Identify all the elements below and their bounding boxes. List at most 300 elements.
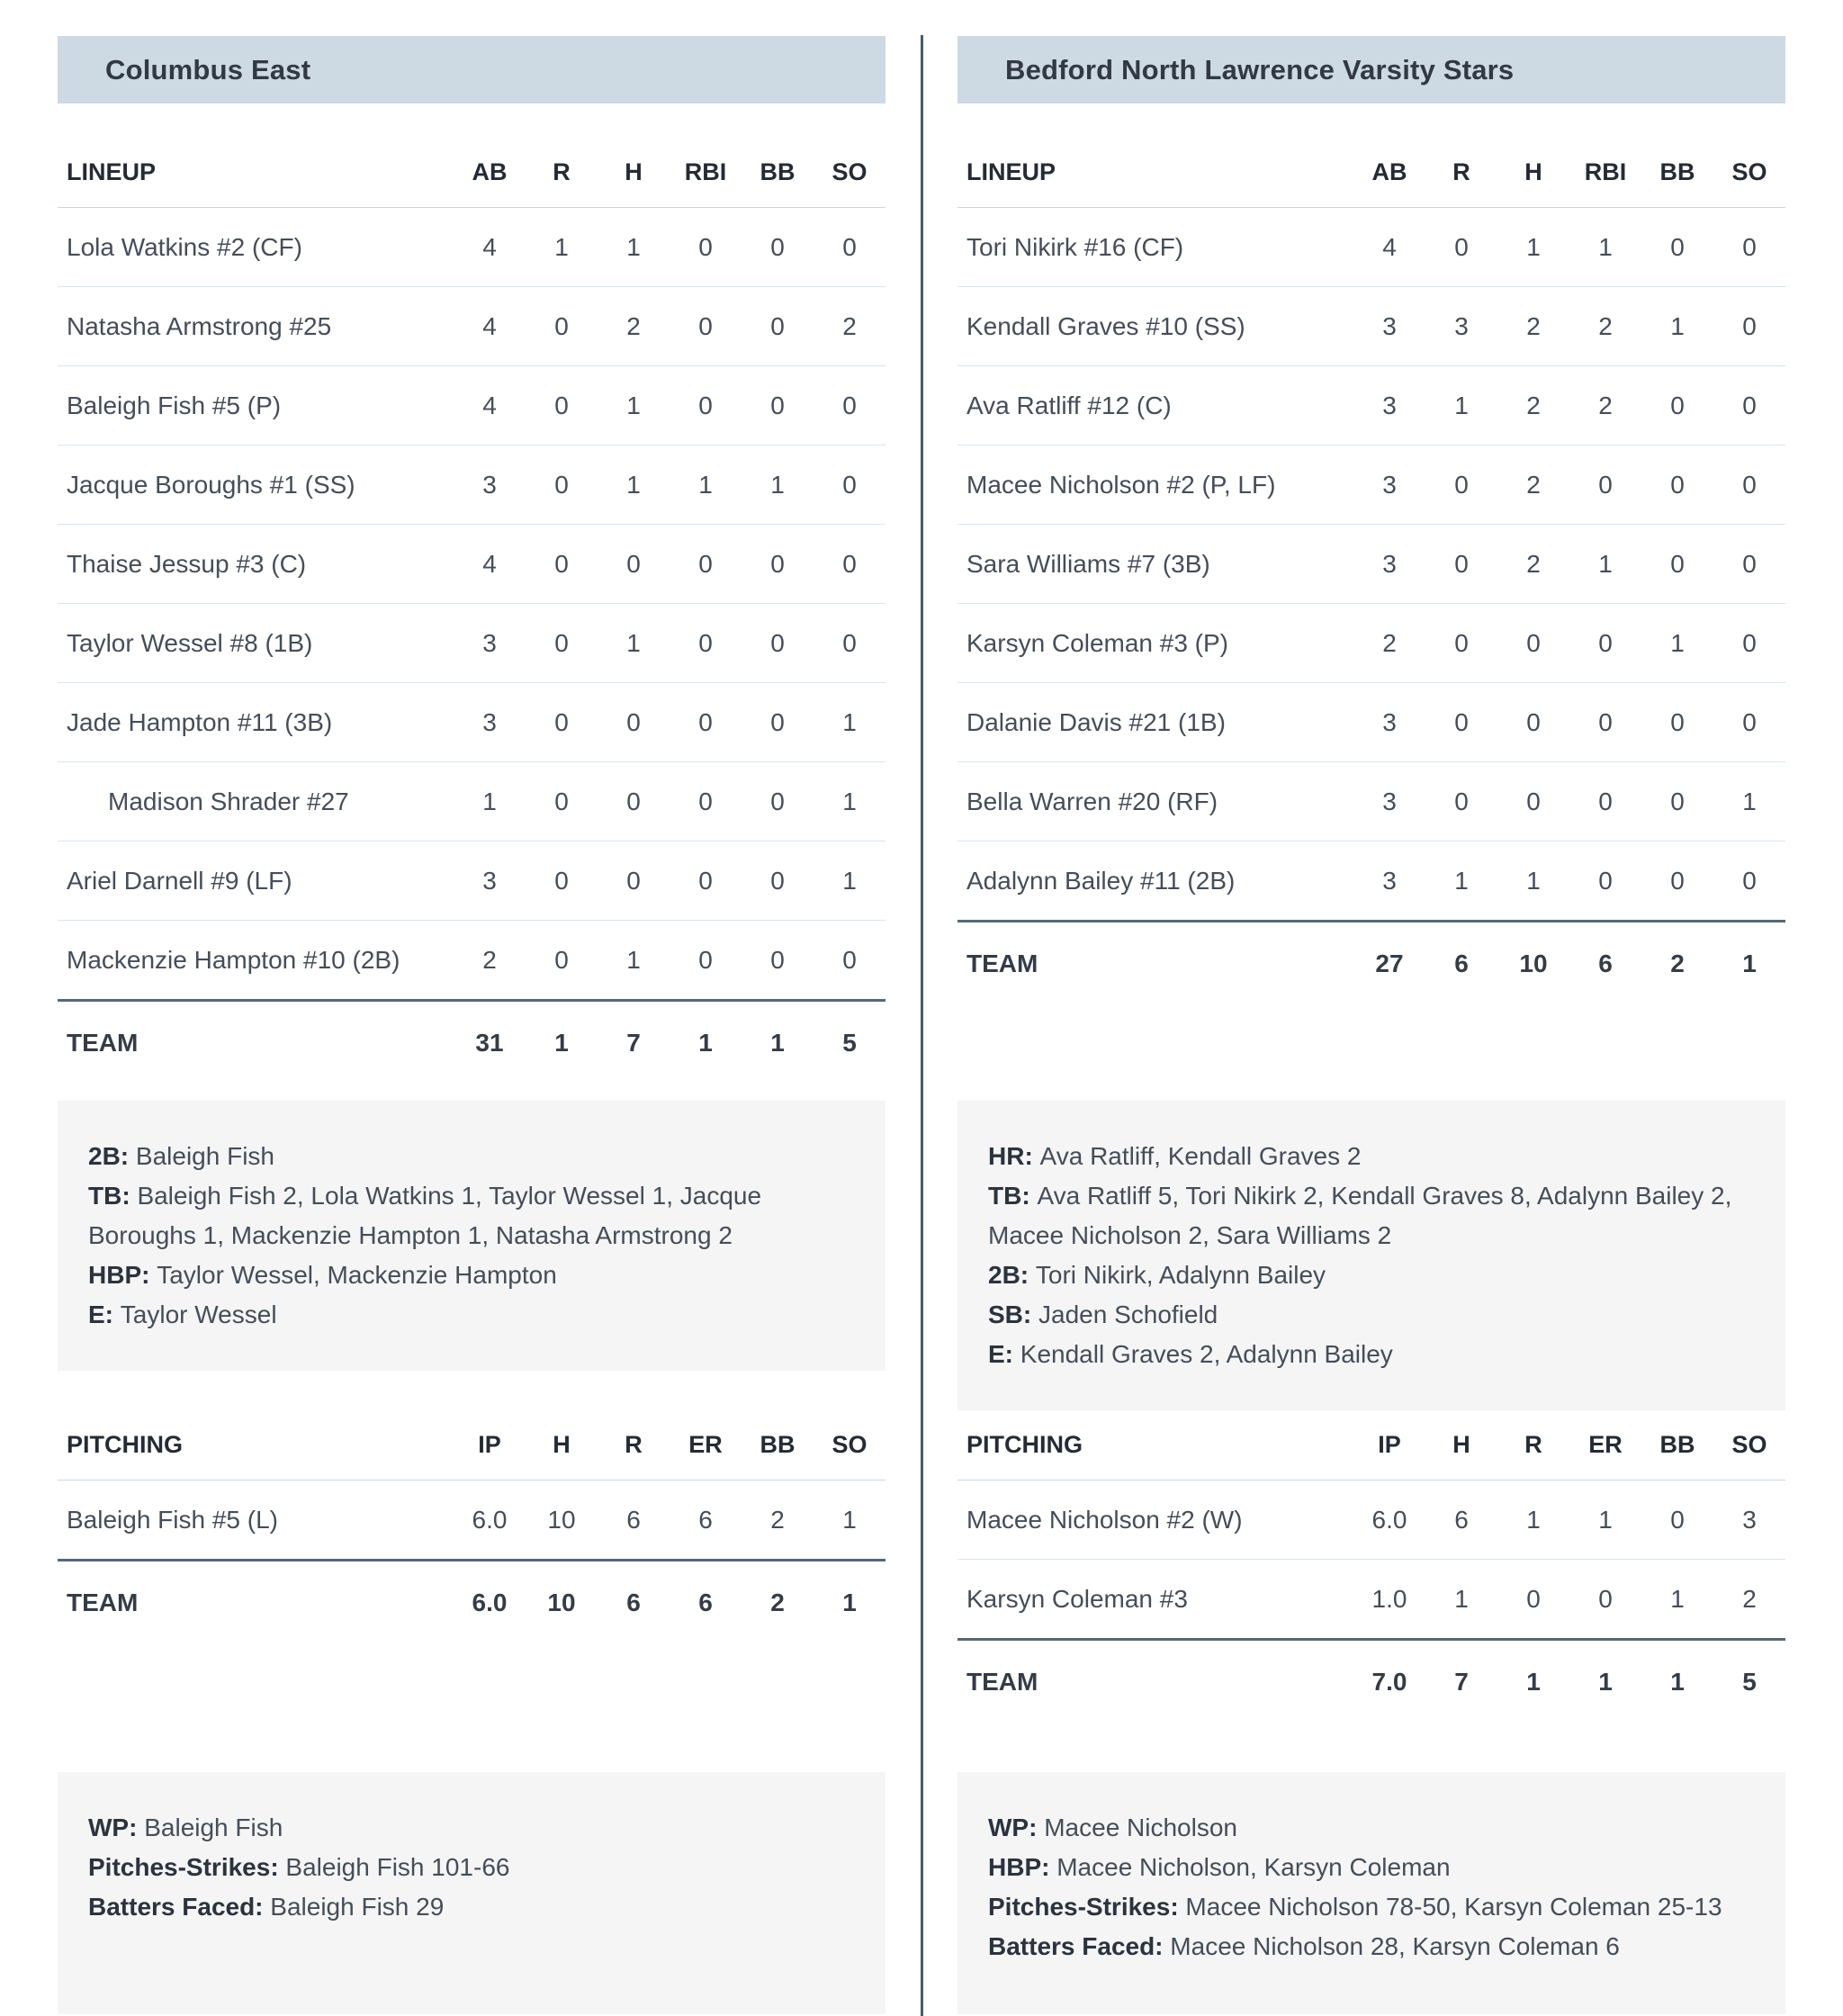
column-header: ER xyxy=(1588,1431,1623,1458)
pitching-notes-away xyxy=(58,1772,886,2014)
stat-value: 0 xyxy=(770,311,785,340)
stat-value: 0 xyxy=(698,628,713,657)
stat-value: 0 xyxy=(1670,707,1685,736)
team-header-home xyxy=(957,36,1785,104)
player-name: Baleigh Fish #5 (L) xyxy=(67,1505,279,1534)
player-row xyxy=(58,208,886,287)
team-total-row xyxy=(58,1559,886,1644)
team-stat-value: 7 xyxy=(626,1029,641,1057)
team-stat-value: 7.0 xyxy=(1371,1668,1407,1696)
player-name: Thaise Jessup #3 (C) xyxy=(67,549,307,578)
note-label: TB: xyxy=(988,1182,1038,1210)
player-row xyxy=(58,683,886,762)
note-line xyxy=(88,1256,846,1295)
stat-value: 2 xyxy=(1598,391,1613,419)
stat-value: 2 xyxy=(1526,470,1541,499)
player-row xyxy=(957,1560,1785,1639)
stat-value: 0 xyxy=(698,945,713,974)
stat-value: 0 xyxy=(698,391,713,419)
note-line xyxy=(988,1848,1746,1887)
stat-value: 0 xyxy=(1670,549,1685,578)
stat-value: 0 xyxy=(698,232,713,261)
stat-value: 3 xyxy=(1382,311,1397,340)
stat-value: 4 xyxy=(482,232,497,261)
stat-value: 0 xyxy=(770,866,785,895)
team-total-row xyxy=(58,999,886,1084)
player-name: Madison Shrader #27 xyxy=(108,787,349,815)
stat-value: 0 xyxy=(1454,707,1469,736)
note-line xyxy=(988,1256,1746,1295)
stat-value: 4 xyxy=(482,391,497,419)
stat-value: 6.0 xyxy=(1371,1505,1407,1534)
player-row xyxy=(957,683,1785,762)
stat-value: 0 xyxy=(1670,787,1685,815)
column-header: LINEUP xyxy=(966,158,1056,185)
team-title: Bedford North Lawrence Varsity Stars xyxy=(1005,53,1515,86)
player-name: Ariel Darnell #9 (LF) xyxy=(67,866,292,895)
note-text: Baleigh Fish 2, Lola Watkins 1, Taylor Wessel 1, Jacque Boroughs 1, Mackenzie Hampton 1, Natasha Armstrong 2 xyxy=(88,1182,762,1249)
stat-value: 0 xyxy=(1670,232,1685,261)
column-header: AB xyxy=(1371,158,1407,185)
stat-value: 2 xyxy=(626,311,641,340)
pitching-header-row xyxy=(58,1410,886,1480)
stat-value: 1 xyxy=(842,787,857,815)
note-label: E: xyxy=(88,1300,121,1328)
stat-value: 0 xyxy=(770,707,785,736)
column-header: PITCHING xyxy=(966,1431,1083,1458)
stat-value: 2 xyxy=(1742,1584,1757,1613)
note-text: Baleigh Fish 101-66 xyxy=(285,1853,510,1881)
stat-value: 3 xyxy=(1382,391,1397,419)
stat-value: 1 xyxy=(1670,311,1685,340)
stat-value: 2 xyxy=(1526,391,1541,419)
column-header: PITCHING xyxy=(67,1431,184,1458)
stat-value: 10 xyxy=(547,1505,576,1534)
player-row xyxy=(58,446,886,525)
pitching-header-row xyxy=(957,1410,1785,1480)
column-header: R xyxy=(553,158,571,185)
player-row xyxy=(957,604,1785,683)
column-header: SO xyxy=(1731,158,1767,185)
note-text: Kendall Graves 2, Adalynn Bailey xyxy=(1020,1340,1393,1368)
player-name: Jacque Boroughs #1 (SS) xyxy=(67,470,355,499)
player-row xyxy=(58,604,886,683)
team-stat-value: 31 xyxy=(475,1029,504,1057)
column-header: IP xyxy=(478,1431,501,1458)
stat-value: 0 xyxy=(1454,232,1469,261)
player-name: Dalanie Davis #21 (1B) xyxy=(966,707,1226,736)
stat-value: 1 xyxy=(1454,1584,1469,1613)
team-stat-value: 5 xyxy=(842,1029,857,1057)
note-label: HR: xyxy=(988,1142,1040,1170)
note-text: Jaden Schofield xyxy=(1038,1300,1218,1328)
note-label: HBP: xyxy=(88,1261,157,1289)
team-stat-value: 1 xyxy=(1526,1668,1541,1696)
stat-value: 0 xyxy=(842,628,857,657)
stat-value: 0 xyxy=(1742,232,1757,261)
stat-value: 1 xyxy=(626,470,641,499)
stat-value: 1 xyxy=(1670,1584,1685,1613)
column-header: H xyxy=(625,158,643,185)
note-line xyxy=(88,1808,846,1848)
column-header: H xyxy=(1524,158,1542,185)
stat-value: 0 xyxy=(554,787,569,815)
stat-value: 0 xyxy=(1598,470,1613,499)
team-total-label: TEAM xyxy=(966,1668,1038,1696)
stat-value: 0 xyxy=(626,549,641,578)
stat-value: 0 xyxy=(626,866,641,895)
stat-value: 2 xyxy=(1598,311,1613,340)
player-name: Mackenzie Hampton #10 (2B) xyxy=(67,945,400,974)
note-text: Tori Nikirk, Adalynn Bailey xyxy=(1035,1261,1326,1289)
stat-value: 0 xyxy=(698,787,713,815)
stat-value: 0 xyxy=(1526,707,1541,736)
stat-value: 0 xyxy=(770,945,785,974)
note-label: SB: xyxy=(988,1300,1038,1328)
column-header: IP xyxy=(1378,1431,1401,1458)
stat-value: 2 xyxy=(1382,628,1397,657)
column-header: AB xyxy=(472,158,508,185)
team-header-away xyxy=(58,36,886,104)
stat-value: 1 xyxy=(1670,628,1685,657)
note-line xyxy=(988,1176,1746,1256)
pitching-notes-home xyxy=(957,1772,1785,2014)
player-row xyxy=(58,1480,886,1560)
stat-value: 0 xyxy=(698,707,713,736)
stat-value: 1 xyxy=(626,391,641,419)
note-line xyxy=(88,1176,846,1256)
player-row xyxy=(957,762,1785,842)
note-line xyxy=(988,1808,1746,1848)
stat-value: 3 xyxy=(1382,787,1397,815)
stat-value: 0 xyxy=(1742,628,1757,657)
stat-value: 3 xyxy=(1382,549,1397,578)
column-header: BB xyxy=(1659,158,1695,185)
note-line xyxy=(988,1927,1746,1966)
stat-value: 1 xyxy=(482,787,497,815)
stat-value: 3 xyxy=(1454,311,1469,340)
stat-value: 0 xyxy=(698,311,713,340)
stat-value: 0 xyxy=(1742,866,1757,895)
stat-value: 1.0 xyxy=(1371,1584,1407,1613)
note-label: E: xyxy=(988,1340,1020,1368)
stat-value: 0 xyxy=(1742,707,1757,736)
note-text: Ava Ratliff 5, Tori Nikirk 2, Kendall Graves 8, Adalynn Bailey 2, Macee Nicholson 2, Sara Williams 2 xyxy=(988,1182,1732,1249)
player-name: Tori Nikirk #16 (CF) xyxy=(966,232,1184,261)
note-label: 2B: xyxy=(88,1142,136,1170)
player-row xyxy=(58,366,886,446)
team-stat-value: 2 xyxy=(1670,950,1685,977)
player-name: Kendall Graves #10 (SS) xyxy=(966,311,1245,340)
note-line xyxy=(88,1295,846,1335)
stat-value: 0 xyxy=(1454,470,1469,499)
note-line xyxy=(988,1335,1746,1374)
note-text: Macee Nicholson, Karsyn Coleman xyxy=(1056,1853,1451,1881)
stat-value: 1 xyxy=(1598,549,1613,578)
stat-value: 0 xyxy=(1742,311,1757,340)
player-row xyxy=(957,1480,1785,1560)
stat-value: 0 xyxy=(626,787,641,815)
note-label: WP: xyxy=(988,1814,1045,1841)
batting-table-home xyxy=(957,138,1785,1005)
player-name: Baleigh Fish #5 (P) xyxy=(67,391,282,419)
stat-value: 6.0 xyxy=(472,1505,508,1534)
stat-value: 1 xyxy=(1598,1505,1613,1534)
stat-value: 0 xyxy=(1670,470,1685,499)
batting-notes-away xyxy=(58,1101,886,1371)
player-name: Taylor Wessel #8 (1B) xyxy=(67,628,313,657)
stat-value: 0 xyxy=(842,470,857,499)
note-text: Baleigh Fish xyxy=(135,1142,274,1170)
note-label: Batters Faced: xyxy=(88,1893,271,1921)
batting-notes-home xyxy=(957,1101,1785,1410)
note-text: Baleigh Fish 29 xyxy=(270,1893,445,1921)
note-line xyxy=(88,1137,846,1176)
stat-value: 2 xyxy=(482,945,497,974)
stat-value: 1 xyxy=(1454,866,1469,895)
note-text: Macee Nicholson 28, Karsyn Coleman 6 xyxy=(1170,1932,1620,1960)
team-total-row xyxy=(957,920,1785,1005)
stat-value: 0 xyxy=(554,470,569,499)
team-stat-value: 1 xyxy=(698,1029,713,1057)
stat-value: 0 xyxy=(1526,628,1541,657)
stat-value: 0 xyxy=(698,866,713,895)
stat-value: 0 xyxy=(626,707,641,736)
stat-value: 0 xyxy=(1598,707,1613,736)
stat-value: 0 xyxy=(1742,391,1757,419)
note-label: 2B: xyxy=(988,1261,1036,1289)
player-row xyxy=(58,842,886,921)
stat-value: 0 xyxy=(1454,628,1469,657)
column-header: RBI xyxy=(1584,158,1627,185)
stat-value: 0 xyxy=(1526,787,1541,815)
stat-value: 1 xyxy=(842,1505,857,1534)
stat-value: 1 xyxy=(770,470,785,499)
player-row xyxy=(58,525,886,604)
player-row xyxy=(957,287,1785,366)
stat-value: 1 xyxy=(842,866,857,895)
stat-value: 1 xyxy=(1598,232,1613,261)
column-header: R xyxy=(625,1431,643,1458)
team-stat-value: 6 xyxy=(626,1588,641,1616)
stat-value: 1 xyxy=(626,628,641,657)
stat-value: 6 xyxy=(1454,1505,1469,1534)
column-header: SO xyxy=(832,158,868,185)
batting-header-row xyxy=(58,138,886,208)
note-text: Ava Ratliff, Kendall Graves 2 xyxy=(1039,1142,1362,1170)
stat-value: 6 xyxy=(698,1505,713,1534)
stat-value: 0 xyxy=(1742,470,1757,499)
column-header: BB xyxy=(1659,1431,1695,1458)
stat-value: 0 xyxy=(842,549,857,578)
stat-value: 1 xyxy=(626,945,641,974)
stat-value: 0 xyxy=(1670,1505,1685,1534)
stat-value: 1 xyxy=(1742,787,1757,815)
note-label: TB: xyxy=(88,1182,138,1210)
stat-value: 0 xyxy=(770,391,785,419)
stat-value: 4 xyxy=(482,311,497,340)
pitching-table-away xyxy=(58,1410,886,1644)
stat-value: 0 xyxy=(554,707,569,736)
player-row xyxy=(957,525,1785,604)
stat-value: 1 xyxy=(626,232,641,261)
team-stat-value: 10 xyxy=(547,1588,576,1616)
team-stat-value: 1 xyxy=(770,1029,785,1057)
player-name: Lola Watkins #2 (CF) xyxy=(67,232,302,261)
note-text: Baleigh Fish xyxy=(144,1814,283,1841)
note-label: WP: xyxy=(88,1814,145,1841)
stat-value: 0 xyxy=(554,628,569,657)
team-stat-value: 6.0 xyxy=(472,1588,508,1616)
player-name: Natasha Armstrong #25 xyxy=(67,311,332,340)
stat-value: 0 xyxy=(1742,549,1757,578)
stat-value: 1 xyxy=(1454,391,1469,419)
note-line xyxy=(88,1848,846,1887)
note-label: Batters Faced: xyxy=(988,1932,1171,1960)
stat-value: 0 xyxy=(1598,866,1613,895)
player-name: Ava Ratliff #12 (C) xyxy=(966,391,1172,419)
player-name: Karsyn Coleman #3 xyxy=(966,1584,1188,1613)
team-stat-value: 10 xyxy=(1519,950,1548,977)
note-text: Macee Nicholson xyxy=(1044,1814,1237,1841)
stat-value: 2 xyxy=(1526,549,1541,578)
column-header: R xyxy=(1452,158,1470,185)
pitching-table-home xyxy=(957,1410,1785,1724)
stat-value: 0 xyxy=(1670,866,1685,895)
team-stat-value: 5 xyxy=(1742,1668,1757,1696)
stat-value: 3 xyxy=(482,707,497,736)
stat-value: 0 xyxy=(698,549,713,578)
stat-value: 2 xyxy=(770,1505,785,1534)
stat-value: 1 xyxy=(554,232,569,261)
stat-value: 3 xyxy=(482,628,497,657)
team-stat-value: 1 xyxy=(842,1588,857,1616)
team-total-label: TEAM xyxy=(67,1588,139,1616)
player-name: Adalynn Bailey #11 (2B) xyxy=(966,866,1236,895)
note-text: Taylor Wessel xyxy=(120,1300,277,1328)
stat-value: 1 xyxy=(842,707,857,736)
column-header: LINEUP xyxy=(67,158,157,185)
stat-value: 0 xyxy=(1670,391,1685,419)
stat-value: 0 xyxy=(770,628,785,657)
team-stat-value: 27 xyxy=(1375,950,1404,977)
player-name: Karsyn Coleman #3 (P) xyxy=(966,628,1229,657)
stat-value: 0 xyxy=(554,866,569,895)
column-divider xyxy=(921,35,923,2016)
team-stat-value: 2 xyxy=(770,1588,785,1616)
stat-value: 1 xyxy=(1526,1505,1541,1534)
stat-value: 0 xyxy=(554,391,569,419)
team-stat-value: 6 xyxy=(698,1588,713,1616)
column-header: RBI xyxy=(684,158,727,185)
player-name: Macee Nicholson #2 (P, LF) xyxy=(966,470,1276,499)
stat-value: 0 xyxy=(842,232,857,261)
stat-value: 0 xyxy=(770,232,785,261)
team-stat-value: 1 xyxy=(1742,950,1757,977)
stat-value: 2 xyxy=(1526,311,1541,340)
stat-value: 1 xyxy=(1526,232,1541,261)
column-header: BB xyxy=(760,158,796,185)
stat-value: 0 xyxy=(770,549,785,578)
player-name: Bella Warren #20 (RF) xyxy=(966,787,1218,815)
note-line xyxy=(988,1295,1746,1335)
stat-value: 3 xyxy=(1382,470,1397,499)
stat-value: 3 xyxy=(1382,707,1397,736)
team-stat-value: 6 xyxy=(1598,950,1613,977)
batting-header-row xyxy=(957,138,1785,208)
player-row xyxy=(58,287,886,366)
stat-value: 3 xyxy=(1742,1505,1757,1534)
column-header: BB xyxy=(760,1431,796,1458)
player-row xyxy=(957,366,1785,446)
stat-value: 0 xyxy=(770,787,785,815)
team-stat-value: 6 xyxy=(1454,950,1469,977)
team-total-row xyxy=(957,1638,1785,1724)
player-row xyxy=(957,208,1785,287)
column-header: R xyxy=(1524,1431,1542,1458)
batting-table-away xyxy=(58,138,886,1084)
note-text: Taylor Wessel, Mackenzie Hampton xyxy=(157,1261,557,1289)
player-name: Sara Williams #7 (3B) xyxy=(966,549,1210,578)
stat-value: 4 xyxy=(1382,232,1397,261)
stat-value: 0 xyxy=(1598,628,1613,657)
team-stat-value: 1 xyxy=(554,1029,569,1057)
column-header: ER xyxy=(688,1431,723,1458)
stat-value: 3 xyxy=(482,866,497,895)
note-label: HBP: xyxy=(988,1853,1057,1881)
note-label: Pitches-Strikes: xyxy=(88,1853,286,1881)
note-label: Pitches-Strikes: xyxy=(988,1893,1186,1921)
stat-value: 0 xyxy=(1598,787,1613,815)
note-line xyxy=(988,1137,1746,1176)
stat-value: 0 xyxy=(1526,1584,1541,1613)
note-line xyxy=(88,1887,846,1927)
stat-value: 4 xyxy=(482,549,497,578)
stat-value: 6 xyxy=(626,1505,641,1534)
note-text: Macee Nicholson 78-50, Karsyn Coleman 25-13 xyxy=(1185,1893,1722,1921)
stat-value: 0 xyxy=(1454,549,1469,578)
team-title: Columbus East xyxy=(105,53,311,86)
player-row xyxy=(58,921,886,1000)
team-stat-value: 1 xyxy=(1598,1668,1613,1696)
stat-value: 1 xyxy=(698,470,713,499)
player-name: Macee Nicholson #2 (W) xyxy=(966,1505,1243,1534)
stat-value: 0 xyxy=(1454,787,1469,815)
stat-value: 0 xyxy=(554,311,569,340)
stat-value: 0 xyxy=(1598,1584,1613,1613)
column-header: H xyxy=(1452,1431,1470,1458)
column-header: SO xyxy=(832,1431,868,1458)
stat-value: 3 xyxy=(1382,866,1397,895)
stat-value: 2 xyxy=(842,311,857,340)
stat-value: 3 xyxy=(482,470,497,499)
team-total-label: TEAM xyxy=(966,950,1038,977)
player-row xyxy=(957,446,1785,525)
column-header: SO xyxy=(1731,1431,1767,1458)
player-row xyxy=(957,842,1785,921)
team-total-label: TEAM xyxy=(67,1029,139,1057)
player-name: Jade Hampton #11 (3B) xyxy=(67,707,333,736)
stat-value: 0 xyxy=(842,391,857,419)
stat-value: 1 xyxy=(1526,866,1541,895)
note-line xyxy=(988,1887,1746,1927)
player-row xyxy=(58,762,886,842)
team-stat-value: 7 xyxy=(1454,1668,1469,1696)
stat-value: 0 xyxy=(554,945,569,974)
stat-value: 0 xyxy=(842,945,857,974)
stat-value: 0 xyxy=(554,549,569,578)
team-stat-value: 1 xyxy=(1670,1668,1685,1696)
